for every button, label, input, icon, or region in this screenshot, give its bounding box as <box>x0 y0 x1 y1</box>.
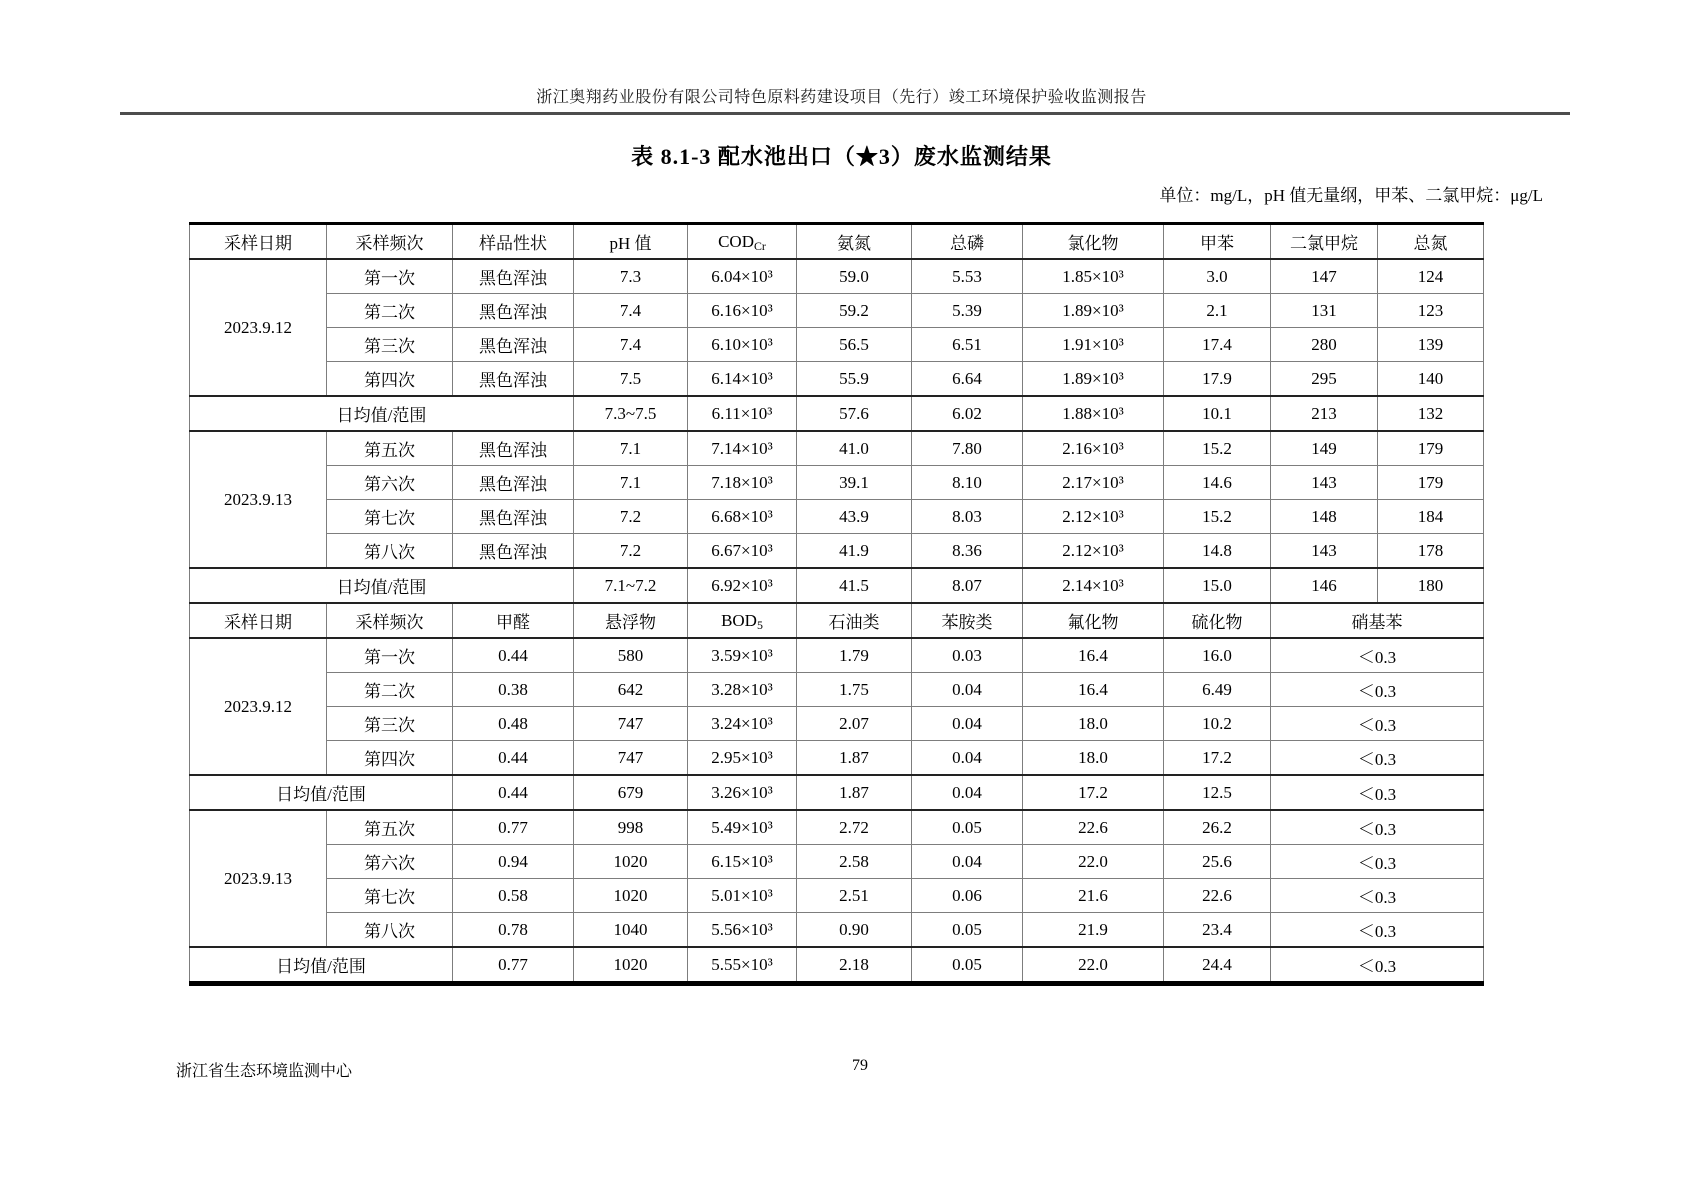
table-cell: 6.04×10³ <box>688 259 797 294</box>
table-cell: 2023.9.13 <box>190 431 327 568</box>
table-cell: 1040 <box>574 913 688 948</box>
table-cell: 6.68×10³ <box>688 500 797 534</box>
header-cell: 总氮 <box>1378 224 1484 260</box>
table-cell: 580 <box>574 638 688 673</box>
table-cell: 39.1 <box>797 466 912 500</box>
table-cell: 21.6 <box>1023 879 1164 913</box>
table-cell: 6.10×10³ <box>688 328 797 362</box>
table-cell: 日均值/范围 <box>190 947 453 984</box>
table-cell: 7.3~7.5 <box>574 396 688 431</box>
table-cell: 148 <box>1271 500 1378 534</box>
table-row <box>190 500 1484 534</box>
table-cell: 6.14×10³ <box>688 362 797 397</box>
table-cell: 2.1 <box>1164 294 1271 328</box>
table-cell: 0.77 <box>453 947 574 984</box>
table-cell: 179 <box>1378 431 1484 466</box>
header-cell: 采样日期 <box>190 224 327 260</box>
table-cell: 日均值/范围 <box>190 568 574 603</box>
header-cell: pH 值 <box>574 224 688 260</box>
table-row <box>190 741 1484 776</box>
table-cell: 7.4 <box>574 294 688 328</box>
table-row <box>190 947 1484 984</box>
table-cell: 黑色浑浊 <box>453 259 574 294</box>
table-cell: 24.4 <box>1164 947 1271 984</box>
table-cell: 642 <box>574 673 688 707</box>
table-cell: 17.9 <box>1164 362 1271 397</box>
table-cell: 7.3 <box>574 259 688 294</box>
table-cell: 131 <box>1271 294 1378 328</box>
table-cell: 12.5 <box>1164 775 1271 810</box>
table-cell: 第五次 <box>327 431 453 466</box>
table-cell: 16.4 <box>1023 673 1164 707</box>
table-cell: 149 <box>1271 431 1378 466</box>
table-cell: 10.1 <box>1164 396 1271 431</box>
table-cell: 17.4 <box>1164 328 1271 362</box>
table-cell: 15.2 <box>1164 431 1271 466</box>
table-cell: 6.49 <box>1164 673 1271 707</box>
table-cell: 6.11×10³ <box>688 396 797 431</box>
table-cell: 黑色浑浊 <box>453 294 574 328</box>
table-cell: 2023.9.12 <box>190 259 327 396</box>
table-cell: 2.51 <box>797 879 912 913</box>
table-cell: 146 <box>1271 568 1378 603</box>
table-cell: 2.14×10³ <box>1023 568 1164 603</box>
header-cell: 氨氮 <box>797 224 912 260</box>
table-cell: 0.48 <box>453 707 574 741</box>
table-cell: 1.85×10³ <box>1023 259 1164 294</box>
table-row <box>190 568 1484 603</box>
header-cell: 总磷 <box>912 224 1023 260</box>
table-cell: 7.18×10³ <box>688 466 797 500</box>
header-cell: 样品性状 <box>453 224 574 260</box>
table-cell: 1.88×10³ <box>1023 396 1164 431</box>
table-cell: 0.77 <box>453 810 574 845</box>
table-row <box>190 673 1484 707</box>
table-cell: 18.0 <box>1023 741 1164 776</box>
table-cell: 147 <box>1271 259 1378 294</box>
table-cell: 41.5 <box>797 568 912 603</box>
table-body <box>190 224 1484 984</box>
table-cell: 2.07 <box>797 707 912 741</box>
table-cell: ＜0.3 <box>1271 879 1484 913</box>
header-cell: 悬浮物 <box>574 603 688 638</box>
table-cell: ＜0.3 <box>1271 775 1484 810</box>
table-cell: 6.15×10³ <box>688 845 797 879</box>
table-cell: 黑色浑浊 <box>453 362 574 397</box>
header-cell: 采样日期 <box>190 603 327 638</box>
table-cell: ＜0.3 <box>1271 845 1484 879</box>
table-row <box>190 534 1484 569</box>
table-cell: 6.16×10³ <box>688 294 797 328</box>
table-cell: 22.0 <box>1023 845 1164 879</box>
table-cell: 第七次 <box>327 879 453 913</box>
table-row <box>190 294 1484 328</box>
table-cell: ＜0.3 <box>1271 810 1484 845</box>
table-cell: 第六次 <box>327 466 453 500</box>
table-row <box>190 775 1484 810</box>
table-cell: 0.04 <box>912 741 1023 776</box>
table-cell: 143 <box>1271 534 1378 569</box>
table-cell: 6.02 <box>912 396 1023 431</box>
table-row <box>190 396 1484 431</box>
table-cell: 16.4 <box>1023 638 1164 673</box>
table-cell: 5.56×10³ <box>688 913 797 948</box>
table-cell: 184 <box>1378 500 1484 534</box>
table-cell: 2.16×10³ <box>1023 431 1164 466</box>
header-cell: $COD_{Cr}$ <box>688 224 797 260</box>
table-cell: 0.44 <box>453 775 574 810</box>
table-cell: 18.0 <box>1023 707 1164 741</box>
table-cell: 0.04 <box>912 775 1023 810</box>
table-cell: 57.6 <box>797 396 912 431</box>
header-cell: 氯化物 <box>1023 224 1164 260</box>
table-cell: 0.05 <box>912 947 1023 984</box>
table-cell: 17.2 <box>1023 775 1164 810</box>
table-cell: 2.95×10³ <box>688 741 797 776</box>
table-cell: 1020 <box>574 879 688 913</box>
table-cell: 5.53 <box>912 259 1023 294</box>
table-cell: 143 <box>1271 466 1378 500</box>
table-cell: 679 <box>574 775 688 810</box>
table-cell: 3.0 <box>1164 259 1271 294</box>
table-row <box>190 810 1484 845</box>
table-cell: 178 <box>1378 534 1484 569</box>
table-cell: 0.04 <box>912 707 1023 741</box>
table-cell: 第八次 <box>327 534 453 569</box>
table-cell: 6.67×10³ <box>688 534 797 569</box>
table-cell: ＜0.3 <box>1271 741 1484 776</box>
table-cell: 2023.9.13 <box>190 810 327 947</box>
table-cell: 295 <box>1271 362 1378 397</box>
table-cell: 2.17×10³ <box>1023 466 1164 500</box>
table-cell: 第七次 <box>327 500 453 534</box>
table-cell: 8.36 <box>912 534 1023 569</box>
table-cell: 0.04 <box>912 845 1023 879</box>
table-cell: 6.92×10³ <box>688 568 797 603</box>
table-cell: 43.9 <box>797 500 912 534</box>
table-cell: 17.2 <box>1164 741 1271 776</box>
table-cell: 6.64 <box>912 362 1023 397</box>
table-cell: 2.18 <box>797 947 912 984</box>
header-cell: 采样频次 <box>327 603 453 638</box>
table-cell: 1.75 <box>797 673 912 707</box>
table-cell: 7.1~7.2 <box>574 568 688 603</box>
table-cell: 7.1 <box>574 431 688 466</box>
table-cell: 3.28×10³ <box>688 673 797 707</box>
table-cell: 5.39 <box>912 294 1023 328</box>
table-cell: 59.0 <box>797 259 912 294</box>
table-cell: 第四次 <box>327 741 453 776</box>
table-title: 表 8.1-3 配水池出口（★3）废水监测结果 <box>631 144 1052 169</box>
table-cell: 25.6 <box>1164 845 1271 879</box>
monitor-table <box>189 222 1484 986</box>
footer-organization: 浙江省生态环境监测中心 <box>176 1063 353 1080</box>
table-container <box>189 222 1484 986</box>
table-cell: 3.26×10³ <box>688 775 797 810</box>
table-cell: 280 <box>1271 328 1378 362</box>
table-cell: 23.4 <box>1164 913 1271 948</box>
table-cell: 第二次 <box>327 673 453 707</box>
table-cell: 14.8 <box>1164 534 1271 569</box>
unit-note: 单位：mg/L，pH 值无量纲，甲苯、二氯甲烷：μg/L <box>1159 186 1543 205</box>
table-row <box>190 259 1484 294</box>
table-cell: 2.72 <box>797 810 912 845</box>
table-row <box>190 845 1484 879</box>
table-cell: 2.12×10³ <box>1023 534 1164 569</box>
table-row <box>190 362 1484 397</box>
table-cell: 0.05 <box>912 810 1023 845</box>
table-cell: 21.9 <box>1023 913 1164 948</box>
table-cell: 180 <box>1378 568 1484 603</box>
table-cell: 7.1 <box>574 466 688 500</box>
table-cell: 2.58 <box>797 845 912 879</box>
table-cell: 0.03 <box>912 638 1023 673</box>
table-cell: 0.90 <box>797 913 912 948</box>
table-cell: 第四次 <box>327 362 453 397</box>
table-cell: 黑色浑浊 <box>453 466 574 500</box>
table-cell: 第二次 <box>327 294 453 328</box>
table-cell: 5.55×10³ <box>688 947 797 984</box>
table-cell: ＜0.3 <box>1271 638 1484 673</box>
table-cell: 7.80 <box>912 431 1023 466</box>
table-cell: 3.24×10³ <box>688 707 797 741</box>
table-row <box>190 431 1484 466</box>
table-cell: 26.2 <box>1164 810 1271 845</box>
table-cell: 第三次 <box>327 328 453 362</box>
table-cell: 黑色浑浊 <box>453 534 574 569</box>
table-row <box>190 913 1484 948</box>
table-cell: 7.5 <box>574 362 688 397</box>
table-cell: 6.51 <box>912 328 1023 362</box>
table-cell: 第八次 <box>327 913 453 948</box>
table-cell: 日均值/范围 <box>190 396 574 431</box>
table-cell: ＜0.3 <box>1271 673 1484 707</box>
table-cell: 10.2 <box>1164 707 1271 741</box>
table-row <box>190 638 1484 673</box>
table-cell: 7.2 <box>574 534 688 569</box>
table-cell: 1.87 <box>797 741 912 776</box>
table-cell: 黑色浑浊 <box>453 431 574 466</box>
table-cell: 179 <box>1378 466 1484 500</box>
table-cell: 8.10 <box>912 466 1023 500</box>
table-cell: 16.0 <box>1164 638 1271 673</box>
table-cell: 213 <box>1271 396 1378 431</box>
table-cell: 124 <box>1378 259 1484 294</box>
table-cell: 15.0 <box>1164 568 1271 603</box>
table-cell: 59.2 <box>797 294 912 328</box>
table-row <box>190 707 1484 741</box>
table-row <box>190 879 1484 913</box>
table-cell: 0.94 <box>453 845 574 879</box>
table-cell: 1020 <box>574 845 688 879</box>
table-cell: 5.01×10³ <box>688 879 797 913</box>
table-cell: 7.2 <box>574 500 688 534</box>
table-cell: 1.87 <box>797 775 912 810</box>
table-cell: 第六次 <box>327 845 453 879</box>
header-cell: 甲醛 <box>453 603 574 638</box>
header-cell: 硫化物 <box>1164 603 1271 638</box>
table-cell: 140 <box>1378 362 1484 397</box>
table-cell: 22.6 <box>1023 810 1164 845</box>
table-cell: 第一次 <box>327 259 453 294</box>
table-cell: 1.89×10³ <box>1023 362 1164 397</box>
table-cell: 第五次 <box>327 810 453 845</box>
header-cell: $BOD_5$ <box>688 603 797 638</box>
table-cell: 22.6 <box>1164 879 1271 913</box>
table-cell: 0.44 <box>453 638 574 673</box>
page-number: 79 <box>852 1057 868 1074</box>
table-cell: 7.14×10³ <box>688 431 797 466</box>
table-cell: 黑色浑浊 <box>453 500 574 534</box>
header-divider <box>120 112 1570 115</box>
table-cell: 2023.9.12 <box>190 638 327 775</box>
table-cell: 8.03 <box>912 500 1023 534</box>
table-cell: 0.04 <box>912 673 1023 707</box>
table-cell: 1020 <box>574 947 688 984</box>
table-cell: 0.78 <box>453 913 574 948</box>
table-cell: 8.07 <box>912 568 1023 603</box>
table-cell: 3.59×10³ <box>688 638 797 673</box>
table-cell: 41.0 <box>797 431 912 466</box>
table-cell: 15.2 <box>1164 500 1271 534</box>
table-cell: 747 <box>574 707 688 741</box>
table-cell: 132 <box>1378 396 1484 431</box>
table-cell: 41.9 <box>797 534 912 569</box>
report-header-text: 浙江奥翔药业股份有限公司特色原料药建设项目（先行）竣工环境保护验收监测报告 <box>536 89 1147 106</box>
table-cell: 14.6 <box>1164 466 1271 500</box>
header-cell: 采样频次 <box>327 224 453 260</box>
table-cell: 123 <box>1378 294 1484 328</box>
table-cell: 第一次 <box>327 638 453 673</box>
table-cell: 1.89×10³ <box>1023 294 1164 328</box>
table-cell: 139 <box>1378 328 1484 362</box>
table-header-row <box>190 603 1484 638</box>
table-cell: 日均值/范围 <box>190 775 453 810</box>
table-cell: 0.38 <box>453 673 574 707</box>
header-cell: 二氯甲烷 <box>1271 224 1378 260</box>
table-cell: 1.91×10³ <box>1023 328 1164 362</box>
header-cell: 苯胺类 <box>912 603 1023 638</box>
header-cell: 硝基苯 <box>1271 603 1484 638</box>
header-cell: 氟化物 <box>1023 603 1164 638</box>
table-cell: 1.79 <box>797 638 912 673</box>
table-cell: 998 <box>574 810 688 845</box>
header-cell: 石油类 <box>797 603 912 638</box>
table-cell: 7.4 <box>574 328 688 362</box>
table-cell: 5.49×10³ <box>688 810 797 845</box>
table-header-row <box>190 224 1484 260</box>
table-cell: 22.0 <box>1023 947 1164 984</box>
table-cell: 2.12×10³ <box>1023 500 1164 534</box>
table-cell: 第三次 <box>327 707 453 741</box>
header-cell: 甲苯 <box>1164 224 1271 260</box>
table-row <box>190 466 1484 500</box>
table-cell: 0.05 <box>912 913 1023 948</box>
table-cell: 56.5 <box>797 328 912 362</box>
table-cell: 0.06 <box>912 879 1023 913</box>
table-cell: 0.58 <box>453 879 574 913</box>
table-row <box>190 328 1484 362</box>
table-cell: ＜0.3 <box>1271 707 1484 741</box>
table-cell: 747 <box>574 741 688 776</box>
table-cell: ＜0.3 <box>1271 913 1484 948</box>
table-cell: ＜0.3 <box>1271 947 1484 984</box>
table-cell: 黑色浑浊 <box>453 328 574 362</box>
table-cell: 0.44 <box>453 741 574 776</box>
table-cell: 55.9 <box>797 362 912 397</box>
